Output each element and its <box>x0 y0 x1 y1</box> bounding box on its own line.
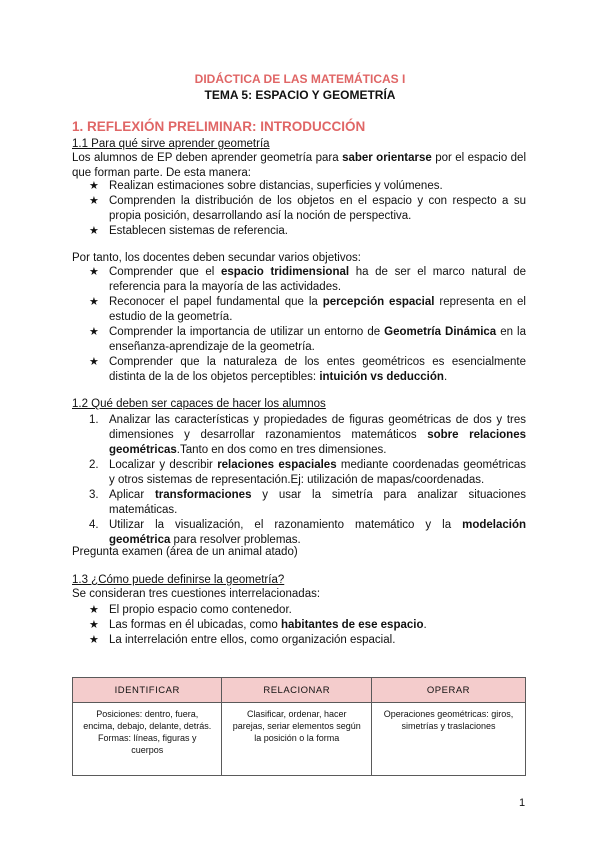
bullet-list-3 <box>72 603 526 648</box>
intro-text-bold: saber orientarse <box>342 152 432 164</box>
star-bullet-icon: ★ <box>89 326 99 338</box>
table-cell: Clasificar, ordenar, hacer parejas, seriar elementos según la posición o la forma <box>222 703 371 776</box>
list-item: ★ Establecen sistemas de referencia. <box>89 225 288 237</box>
section-heading: 1. REFLEXIÓN PRELIMINAR: INTRODUCCIÓN <box>72 119 366 134</box>
geometry-table <box>72 677 526 776</box>
star-bullet-icon: ★ <box>89 296 99 308</box>
star-bullet-icon: ★ <box>89 266 99 278</box>
list-item: 2. Localizar y describir relaciones espaciales mediante coordenadas geométricas y otros sistemas de representación.Ej: utilización de mapas/coordenadas. <box>89 459 526 486</box>
list-item: ★ Realizan estimaciones sobre distancias, superficies y volúmenes. <box>89 180 443 192</box>
list-item: ★ Comprender que la naturaleza de los entes geométricos es esencialmente distinta de la de los objetos perceptibles: intuición vs deducción. <box>89 356 526 383</box>
document-title: DIDÁCTICA DE LAS MATEMÁTICAS I <box>194 72 406 86</box>
intro-text-a: Los alumnos de EP deben aprender geometría para <box>72 152 343 164</box>
page-number: 1 <box>519 797 526 809</box>
table-header-cell: RELACIONAR <box>222 678 371 703</box>
numbered-list <box>72 413 526 548</box>
document-subtitle: TEMA 5: ESPACIO Y GEOMETRÍA <box>204 88 396 102</box>
exam-note: Pregunta examen (área de un animal atado) <box>72 546 298 558</box>
star-bullet-icon: ★ <box>89 619 99 631</box>
bullet-list-1 <box>72 179 526 239</box>
table-row <box>73 703 526 776</box>
definition-intro: Se consideran tres cuestiones interrelacionadas: <box>72 588 321 600</box>
table-cell: Posiciones: dentro, fuera, encima, debajo, delante, detrás. Formas: líneas, figuras y cuerpos <box>73 703 222 776</box>
subsection-title-1-3: 1.3 ¿Cómo puede definirse la geometría? <box>72 574 285 586</box>
list-item: 1. Analizar las características y propiedades de figuras geométricas de dos y tres dimensiones y desarrollar razonamientos matemáticos sobre relaciones geométricas.Tanto en dos como en tres dimensiones. <box>89 414 527 456</box>
subsection-title-1-2: 1.2 Qué deben ser capaces de hacer los alumnos <box>72 398 326 410</box>
intro-paragraph <box>72 151 526 181</box>
table-header-row <box>73 678 526 703</box>
list-item: ★ La interrelación entre ellos, como organización espacial. <box>89 634 396 646</box>
list-item: 3. Aplicar transformaciones y usar la simetría para analizar situaciones matemáticas. <box>89 489 526 516</box>
intro-text-c: por el espacio del que forman parte. De esta manera: <box>72 152 526 179</box>
star-bullet-icon: ★ <box>89 225 99 237</box>
star-bullet-icon: ★ <box>89 356 99 368</box>
subsection-title-1-1: 1.1 Para qué sirve aprender geometría <box>72 138 270 150</box>
star-bullet-icon: ★ <box>89 180 99 192</box>
list-item: ★ Comprender la importancia de utilizar un entorno de Geometría Dinámica en la enseñanza-aprendizaje de la geometría. <box>89 326 526 353</box>
star-bullet-icon: ★ <box>89 634 99 646</box>
list-item: ★ El propio espacio como contenedor. <box>89 604 292 616</box>
list-item: 4. Utilizar la visualización, el razonamiento matemático y la modelación geométrica para resolver problemas. <box>89 519 526 546</box>
list-item: ★ Comprender que el espacio tridimensional ha de ser el marco natural de referencia para la mayoría de las actividades. <box>89 266 526 293</box>
table-cell: Operaciones geométricas: giros, simetrías y traslaciones <box>371 703 525 776</box>
star-bullet-icon: ★ <box>89 604 99 616</box>
objectives-intro: Por tanto, los docentes deben secundar varios objetivos: <box>72 252 361 264</box>
list-item: ★ Las formas en él ubicadas, como habitantes de ese espacio. <box>89 619 427 631</box>
list-item: ★ Comprenden la distribución de los objetos en el espacio y con respecto a su propia posición, desarrollando así la noción de perspectiva. <box>89 195 526 222</box>
objectives-list <box>72 265 526 385</box>
table-header-cell: OPERAR <box>371 678 525 703</box>
star-bullet-icon: ★ <box>89 195 99 207</box>
table-header-cell: IDENTIFICAR <box>73 678 222 703</box>
list-item: ★ Reconocer el papel fundamental que la percepción espacial representa en el estudio de la geometría. <box>89 296 526 323</box>
